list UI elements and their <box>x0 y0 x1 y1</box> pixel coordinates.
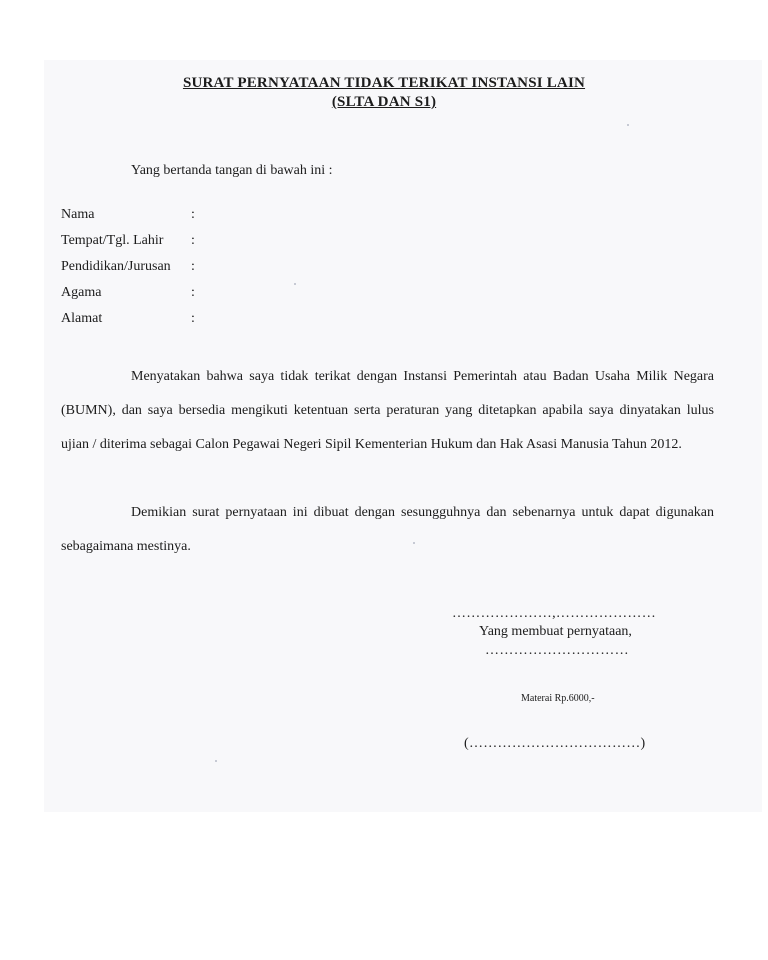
document-title: SURAT PERNYATAAN TIDAK TERIKAT INSTANSI LAIN <box>182 75 586 91</box>
field-colon: : <box>191 285 195 300</box>
field-label: Tempat/Tgl. Lahir <box>61 233 164 248</box>
field-label: Pendidikan/Jurusan <box>61 259 171 274</box>
intro-text: Yang bertanda tangan di bawah ini : <box>131 163 333 178</box>
scan-speck <box>294 283 296 285</box>
signer-name-line: ………………………… <box>485 643 629 658</box>
field-colon: : <box>191 207 195 222</box>
field-colon: : <box>191 233 195 248</box>
stamp-duty-note: Materai Rp.6000,- <box>521 693 595 704</box>
document-subtitle: (SLTA DAN S1) <box>331 94 437 110</box>
field-label: Agama <box>61 285 102 300</box>
scan-speck <box>413 542 415 544</box>
field-colon: : <box>191 311 195 326</box>
field-colon: : <box>191 259 195 274</box>
closing-paragraph: Demikian surat pernyataan ini dibuat dengan sesungguhnya dan sebenarnya untuk dapat digunakan sebagaimana mestinya. <box>61 505 714 554</box>
signer-label: Yang membuat pernyataan, <box>479 624 632 639</box>
field-label: Nama <box>61 207 95 222</box>
scan-speck <box>215 760 217 762</box>
place-date-line: …………………,………………… <box>452 606 656 621</box>
signature-line: (………………………………) <box>464 736 646 751</box>
field-label: Alamat <box>61 311 103 326</box>
scan-speck <box>627 124 629 126</box>
statement-paragraph: Menyatakan bahwa saya tidak terikat dengan Instansi Pemerintah atau Badan Usaha Milik Negara (BUMN), dan saya bersedia mengikuti ketentuan serta peraturan yang ditetapkan apabila saya dinyatakan lulus ujian / diterima sebagai Calon Pegawai Negeri Sipil Kementerian Hukum dan Hak Asasi Manusia Tahun 2012. <box>61 369 714 452</box>
